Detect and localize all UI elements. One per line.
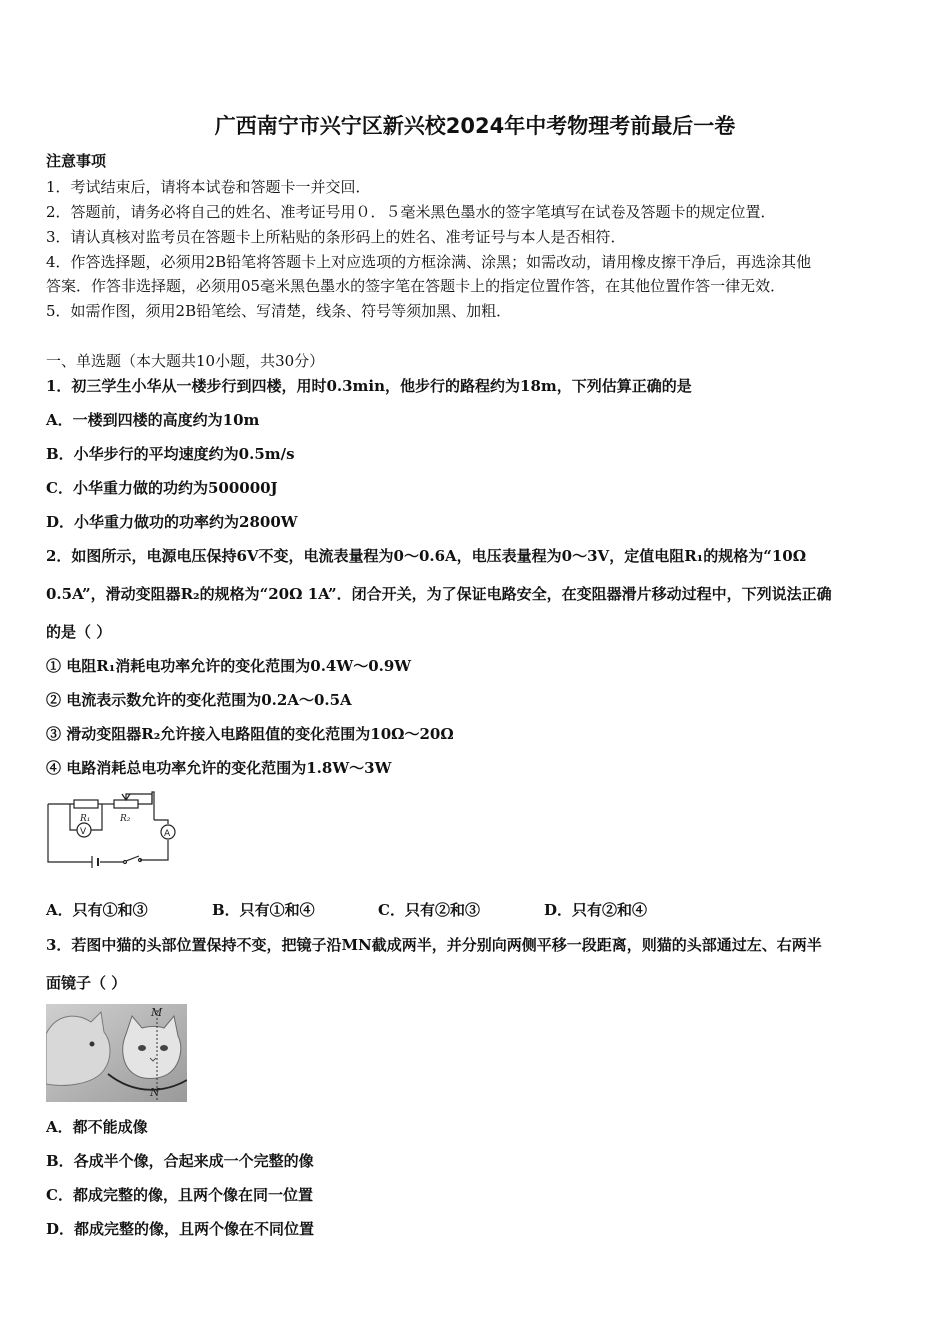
page-title: 广西南宁市兴宁区新兴校2024年中考物理考前最后一卷 [214, 114, 736, 138]
question-1-option-d: D．小华重力做功的功率约为2800W [46, 513, 298, 531]
question-2-choice-b: B．只有①和④ [212, 901, 315, 919]
label-r2: R₂ [120, 814, 131, 824]
question-2-choice-a: A．只有①和③ [46, 901, 148, 919]
question-2-choices [46, 900, 710, 920]
notice-item: 答案．作答非选择题，必须用05毫米黑色墨水的签字笔在答题卡上的指定位置作答，在其他位置作答一律无效． [46, 277, 786, 295]
cat-mirror-photo [46, 1004, 187, 1102]
question-2-statement: ③ 滑动变阻器R₂允许接入电路阻值的变化范围为10Ω～20Ω [46, 725, 454, 743]
rheostat-r2 [114, 800, 138, 808]
question-2-choice-d: D．只有②和④ [544, 901, 648, 919]
resistor-r1 [74, 800, 98, 808]
question-2-stem-line: 2．如图所示，电源电压保持6V不变，电流表量程为0～0.6A，电压表量程为0～3V，定值电阻R₁的规格为“10Ω [46, 547, 807, 565]
notice-item: 3．请认真核对监考员在答题卡上所粘贴的条形码上的姓名、准考证号与本人是否相符． [46, 228, 626, 246]
question-3-option-a: A．都不能成像 [46, 1118, 148, 1136]
question-2-choice-c: C．只有②和③ [378, 901, 480, 919]
question-2-statement: ④ 电路消耗总电功率允许的变化范围为1.8W～3W [46, 759, 392, 777]
question-2-statement: ① 电阻R₁消耗电功率允许的变化范围为0.4W～0.9W [46, 657, 412, 675]
label-voltmeter: V [80, 827, 87, 837]
notice-item: 4．作答选择题，必须用2B铅笔将答题卡上对应选项的方框涂满、涂黑；如需改动，请用橡皮擦干净后，再选涂其他 [46, 253, 812, 271]
circuit-diagram [44, 790, 180, 870]
notice-item: 1．考试结束后，请将本试卷和答题卡一并交回． [46, 178, 371, 196]
notice-heading: 注意事项 [46, 152, 107, 170]
label-n: N [150, 1086, 160, 1099]
section-heading: 一、单选题（本大题共10小题，共30分） [46, 352, 325, 370]
label-m: M [151, 1006, 163, 1019]
notice-item: 2．答题前，请务必将自己的姓名、准考证号用０．５毫米黑色墨水的签字笔填写在试卷及答题卡的规定位置． [46, 203, 776, 221]
question-2-stem-line: 的是（ ） [46, 623, 112, 641]
question-1-option-a: A．一楼到四楼的高度约为10m [46, 411, 260, 429]
question-1-option-c: C．小华重力做的功约为500000J [46, 479, 278, 497]
question-3-option-d: D．都成完整的像，且两个像在不同位置 [46, 1220, 315, 1238]
question-3-option-c: C．都成完整的像，且两个像在同一位置 [46, 1186, 313, 1204]
question-2-stem-line: 0.5A”，滑动变阻器R₂的规格为“20Ω 1A”．闭合开关，为了保证电路安全，在变阻器滑片移动过程中，下列说法正确 [46, 585, 832, 603]
question-1-stem: 1．初三学生小华从一楼步行到四楼，用时0.3min，他步行的路程约为18m，下列估算正确的是 [46, 377, 692, 395]
notice-item: 5．如需作图，须用2B铅笔绘、写清楚，线条、符号等须加黑、加粗． [46, 302, 512, 320]
question-2-statement: ② 电流表示数允许的变化范围为0.2A～0.5A [46, 691, 352, 709]
question-3-option-b: B．各成半个像，合起来成一个完整的像 [46, 1152, 314, 1170]
question-1-option-b: B．小华步行的平均速度约为0.5m/s [46, 445, 295, 463]
question-3-stem-line: 面镜子（ ） [46, 974, 127, 992]
label-r1: R₁ [80, 814, 91, 824]
label-ammeter: A [164, 829, 171, 839]
question-3-stem-line: 3．若图中猫的头部位置保持不变，把镜子沿MN截成两半，并分别向两侧平移一段距离，则猫的头部通过左、右两半 [46, 936, 822, 954]
